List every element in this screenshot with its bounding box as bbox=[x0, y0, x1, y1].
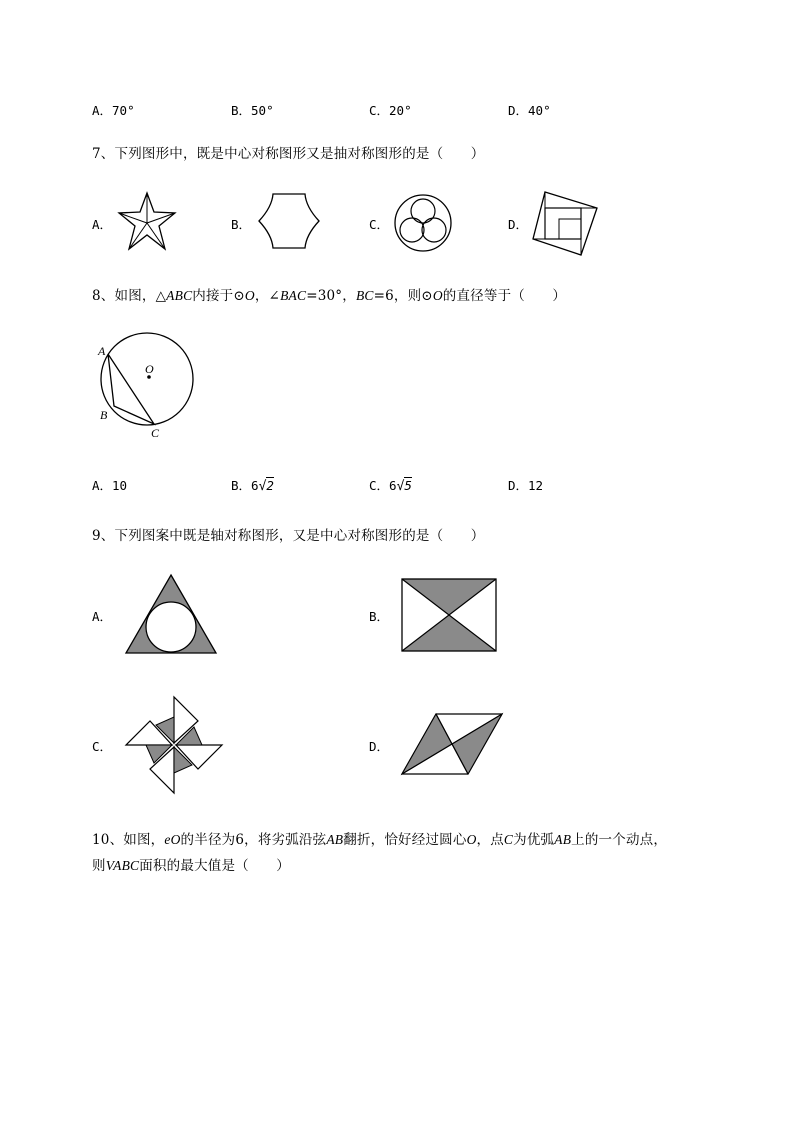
q7-label-a: A． bbox=[92, 217, 113, 232]
q7-question-text: 7、下列图形中，既是中心对称图形又是抽对称图形的是（ ） bbox=[92, 146, 485, 162]
q6-option-b: B．50° bbox=[231, 103, 274, 118]
triangle-circle-figure bbox=[124, 573, 218, 655]
q6-option-d: D．40° bbox=[508, 103, 551, 118]
star-figure bbox=[114, 190, 180, 256]
circle-triangle-figure bbox=[92, 336, 202, 446]
q6-option-c: C．20° bbox=[369, 103, 412, 118]
q8-option-c: C．6√5 bbox=[369, 478, 412, 494]
q8-option-a: A．10 bbox=[92, 478, 128, 493]
q8-option-b: B．6√2 bbox=[231, 478, 274, 494]
point-label-a: A bbox=[98, 344, 106, 358]
q7-label-b: B． bbox=[231, 217, 252, 232]
q10-question-line2: 则VABC面积的最大值是（ ） bbox=[92, 858, 290, 874]
point-label-b: B bbox=[100, 408, 108, 422]
three-circles-figure bbox=[393, 193, 453, 253]
q6-option-a: A．70° bbox=[92, 103, 135, 118]
point-label-o: O bbox=[145, 362, 154, 376]
rotated-squares-figure bbox=[531, 189, 599, 257]
q7-label-c: C． bbox=[369, 217, 390, 232]
parallelogram-figure bbox=[400, 712, 504, 776]
q10-question-line1: 10、如图，eO的半径为6，将劣弧沿弦AB翻折，恰好经过圆心O，点C为优弧AB上的一个动点， bbox=[92, 832, 668, 848]
rectangle-hourglass-figure bbox=[400, 577, 498, 653]
q9-label-c: C． bbox=[92, 739, 113, 754]
hexagon-arcs-figure bbox=[256, 192, 322, 252]
q9-label-d: D． bbox=[369, 739, 390, 754]
q7-label-d: D． bbox=[508, 217, 529, 232]
pinwheel-figure bbox=[124, 695, 224, 795]
q9-label-b: B． bbox=[369, 609, 390, 624]
q9-label-a: A． bbox=[92, 609, 113, 624]
point-label-c: C bbox=[151, 426, 160, 440]
q9-question-text: 9、下列图案中既是轴对称图形，又是中心对称图形的是（ ） bbox=[92, 528, 485, 544]
q8-option-d: D．12 bbox=[508, 478, 544, 493]
q8-question-text: 8、如图，△ABC内接于⊙O，∠BAC=30°，BC=6，则⊙O的直径等于（ ） bbox=[92, 288, 567, 304]
